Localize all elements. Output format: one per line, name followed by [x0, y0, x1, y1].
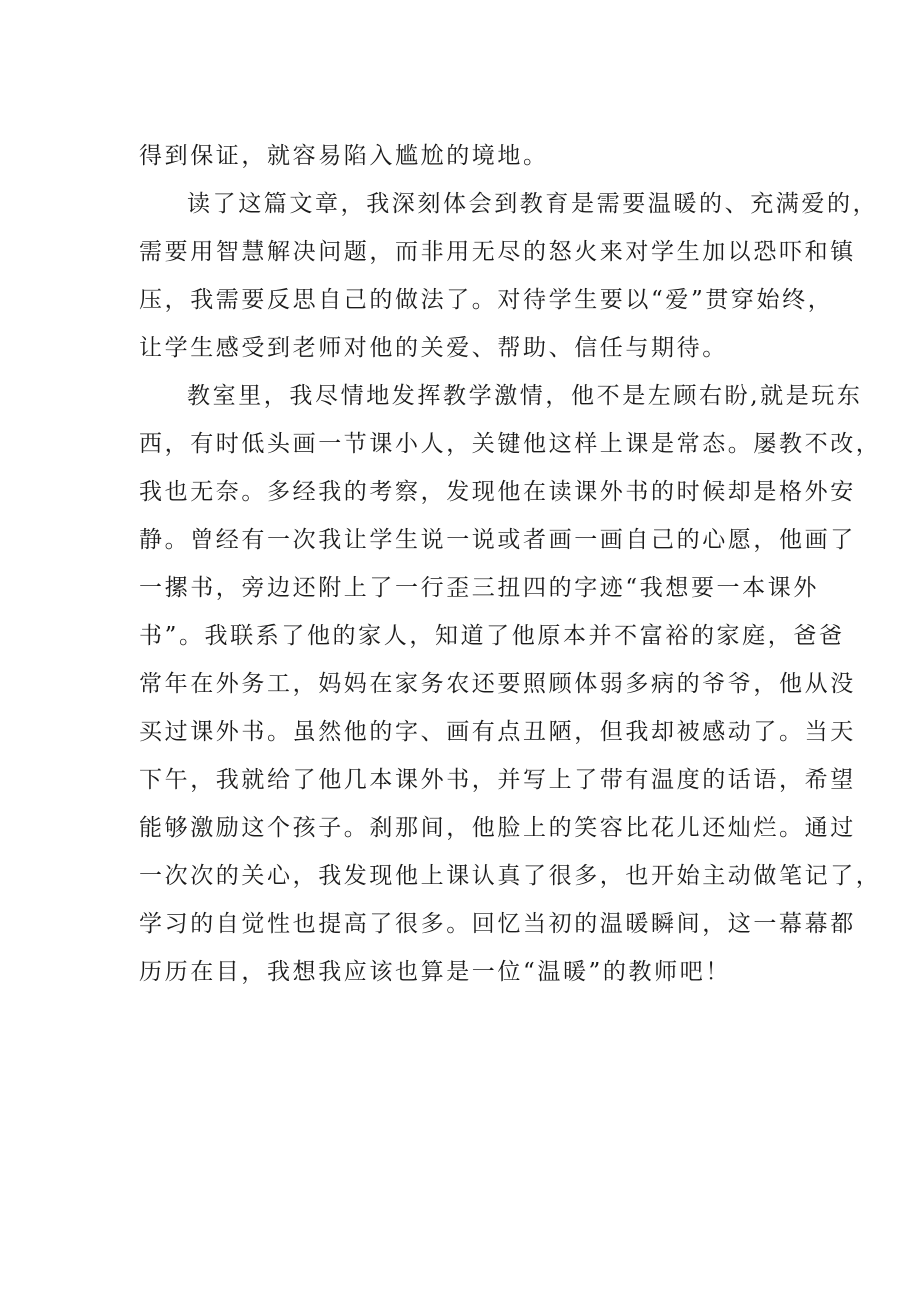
text-line: 让学生感受到老师对他的关爱、帮助、信任与期待。 — [139, 335, 728, 361]
text-line: 我也无奈。多经我的考察，发现他在读课外书的时候却是格外安 — [139, 479, 856, 505]
text-line: 买过课外书。虽然他的字、画有点丑陋，但我却被感动了。当天 — [139, 719, 856, 745]
text-line: 压，我需要反思自己的做法了。对待学生要以“爱”贯穿始终， — [139, 287, 834, 313]
text-line: 能够激励这个孩子。刹那间，他脸上的笑容比花儿还灿烂。通过 — [139, 815, 856, 841]
paragraph-start-line: 读了这篇文章，我深刻体会到教育是需要温暖的、充满爱的， — [187, 191, 879, 217]
text-line: 学习的自觉性也提高了很多。回忆当初的温暖瞬间，这一幕幕都 — [139, 911, 856, 937]
text-line: 常年在外务工，妈妈在家务农还要照顾体弱多病的爷爷，他从没 — [139, 671, 856, 697]
text-line: 书”。我联系了他的家人，知道了他原本并不富裕的家庭，爸爸 — [139, 623, 845, 649]
text-line: 需要用智慧解决问题，而非用无尽的怒火来对学生加以恐吓和镇 — [139, 239, 856, 265]
text-line: 西，有时低头画一节课小人，关键他这样上课是常态。屡教不改， — [139, 431, 882, 457]
text-line: 历历在目，我想我应该也算是一位“温暖”的教师吧！ — [139, 959, 731, 985]
paragraph-start-line: 教室里，我尽情地发挥教学激情，他不是左顾右盼,就是玩东 — [187, 383, 863, 409]
text-line: 一次次的关心，我发现他上课认真了很多，也开始主动做笔记了， — [139, 863, 882, 889]
text-line: 一摞书，旁边还附上了一行歪三扭四的字迹“我想要一本课外 — [139, 575, 819, 601]
text-line: 静。曾经有一次我让学生说一说或者画一画自己的心愿，他画了 — [139, 527, 856, 553]
text-line: 得到保证，就容易陷入尴尬的境地。 — [139, 143, 549, 169]
text-line: 下午，我就给了他几本课外书，并写上了带有温度的话语，希望 — [139, 767, 856, 793]
